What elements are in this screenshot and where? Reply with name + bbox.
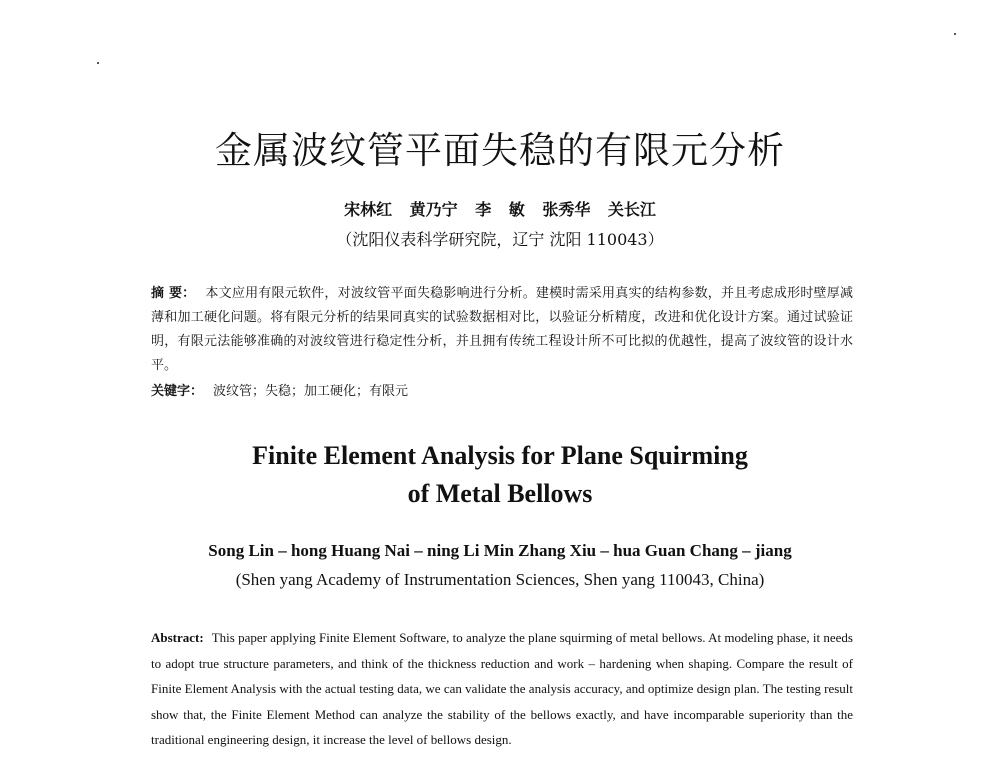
title-english — [0, 437, 1000, 513]
keywords-chinese-label: 关键字： — [151, 384, 204, 399]
title-english-line2: of Metal Bellows — [407, 479, 593, 508]
abstract-english-label: Abstract: — [151, 630, 204, 645]
authors-chinese: 宋林红 黄乃宁 李 敏 张秀华 关长江 — [344, 200, 656, 219]
affiliation-chinese: （沈阳仪表科学研究院，辽宁 沈阳 110043） — [336, 230, 664, 249]
keywords-chinese-text: 波纹管；失稳；加工硬化；有限元 — [213, 384, 409, 399]
keywords-chinese — [151, 380, 853, 399]
abstract-english — [151, 625, 853, 753]
abstract-chinese-text: 本文应用有限元软件，对波纹管平面失稳影响进行分析。建模时需采用真实的结构参数，并且考虑成形时壁厚减薄和加工硬化问题。将有限元分析的结果同真实的试验数据相对比，以验证分析精度，改进和优化设计方案。通过试验证明，有限元法能够准确的对波纹管进行稳定性分析，并且拥有传统工程设计所不可比拟的优越性，提高了波纹管的设计水平。 — [151, 286, 853, 373]
authors-english: Song Lin – hong Huang Nai – ning Li Min Zhang Xiu – hua Guan Chang – jiang — [208, 541, 792, 560]
scan-speck — [97, 62, 99, 64]
title-english-line1: Finite Element Analysis for Plane Squirming — [252, 441, 748, 470]
abstract-chinese-label: 摘 要： — [151, 286, 196, 301]
scan-speck — [954, 33, 956, 35]
title-chinese: 金属波纹管平面失稳的有限元分析 — [215, 129, 785, 172]
abstract-english-text: This paper applying Finite Element Software, to analyze the plane squirming of metal bellows. At modeling phase, it needs to adopt true structure parameters, and think of the thickness reduction and work – hardening when shaping. Compare the result of Finite Element Analysis with the actual testing data, we can validate the analysis accuracy, and optimize design plan. The testing result show that, the Finite Element Method can analyze the stability of the bellows exactly, and have incomparable superiority than the traditional engineering design, it increase the level of bellows design. — [151, 630, 853, 747]
affiliation-english: (Shen yang Academy of Instrumentation Sciences, Shen yang 110043, China) — [235, 570, 765, 589]
abstract-chinese — [151, 282, 853, 378]
